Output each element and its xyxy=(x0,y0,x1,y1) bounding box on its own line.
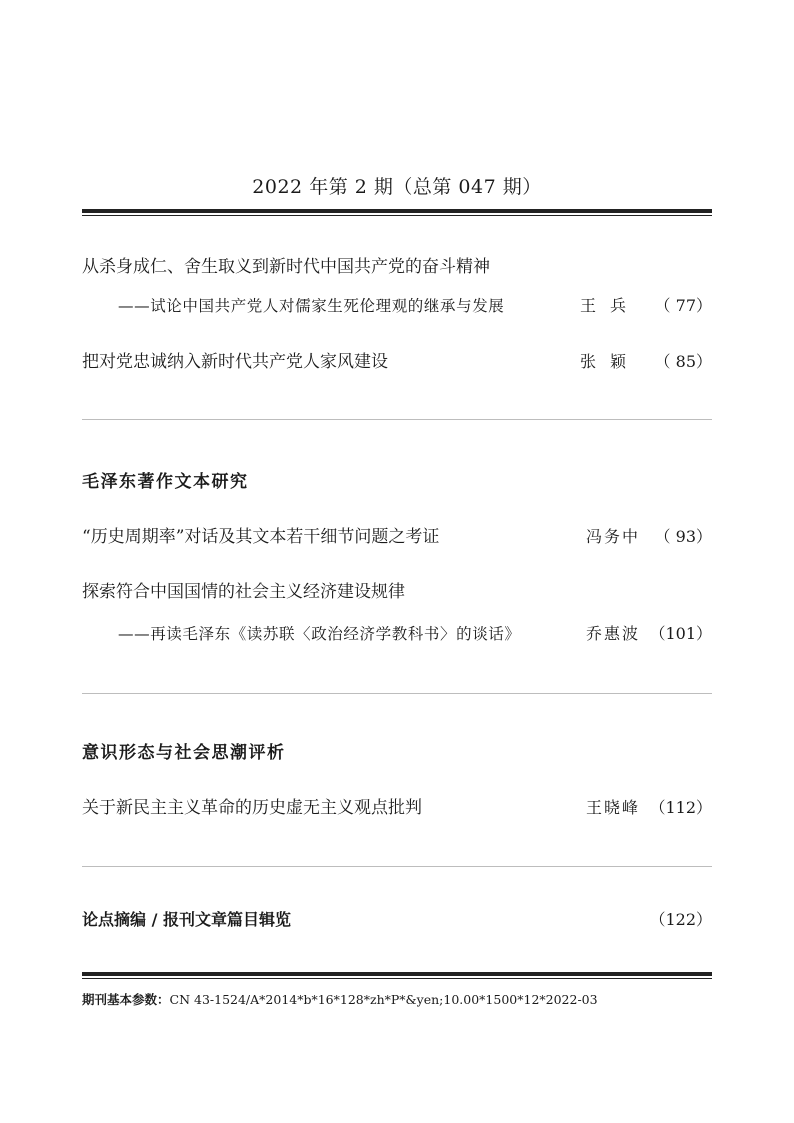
article-title[interactable]: 从杀身成仁、舍生取义到新时代中国共产党的奋斗精神 xyxy=(82,257,490,277)
article-title[interactable]: “历史周期率”对话及其文本若干细节问题之考证 xyxy=(82,527,440,547)
section-divider xyxy=(82,866,712,867)
article-page: （ 93） xyxy=(654,527,712,546)
toc-entry[interactable] xyxy=(82,350,712,374)
article-page: （ 85） xyxy=(654,352,712,371)
article-title[interactable]: 把对党忠诚纳入新时代共产党人家风建设 xyxy=(82,352,388,372)
article-subtitle: ——试论中国共产党人对儒家生死伦理观的继承与发展 xyxy=(118,297,505,315)
section-title: 毛泽东著作文本研究 xyxy=(82,472,249,492)
article-author: 乔惠波 xyxy=(585,624,640,643)
toc-entry-title[interactable] xyxy=(82,580,712,604)
article-author: 王晓峰 xyxy=(585,798,640,817)
journal-parameters xyxy=(82,990,598,1008)
article-subtitle: ——再读毛泽东《读苏联〈政治经济学教科书〉的谈话》 xyxy=(118,625,521,643)
article-author: 张颖 xyxy=(579,352,640,371)
toc-entry-subtitle[interactable] xyxy=(82,294,712,318)
section-divider xyxy=(82,693,712,694)
parameters-label: 期刊基本参数： xyxy=(82,992,170,1007)
footer-double-rule xyxy=(82,972,712,979)
toc-entry[interactable] xyxy=(82,525,712,549)
article-page: （112） xyxy=(649,798,712,817)
toc-entry[interactable] xyxy=(82,796,712,820)
article-author: 王兵 xyxy=(579,296,640,315)
issue-header: 2022 年第 2 期（总第 047 期） xyxy=(252,176,542,198)
toc-entry-subtitle[interactable] xyxy=(82,622,712,646)
article-author: 冯务中 xyxy=(585,527,640,546)
parameters-value: CN 43-1524/A*2014*b*16*128*zh*P*&yen;10.00*1500*12*2022-03 xyxy=(169,992,598,1007)
article-title[interactable]: 探索符合中国国情的社会主义经济建设规律 xyxy=(82,582,405,602)
header-double-rule xyxy=(82,209,712,216)
article-page: （ 77） xyxy=(654,296,712,315)
section-divider xyxy=(82,419,712,420)
article-page: （101） xyxy=(649,624,712,643)
article-title[interactable]: 关于新民主主义革命的历史虚无主义观点批判 xyxy=(82,798,422,818)
toc-entry-digest[interactable] xyxy=(82,908,712,932)
toc-entry-title[interactable] xyxy=(82,255,712,279)
section-title: 意识形态与社会思潮评析 xyxy=(82,743,286,763)
digest-page: （122） xyxy=(649,910,712,929)
digest-title[interactable]: 论点摘编 / 报刊文章篇目辑览 xyxy=(82,910,291,929)
